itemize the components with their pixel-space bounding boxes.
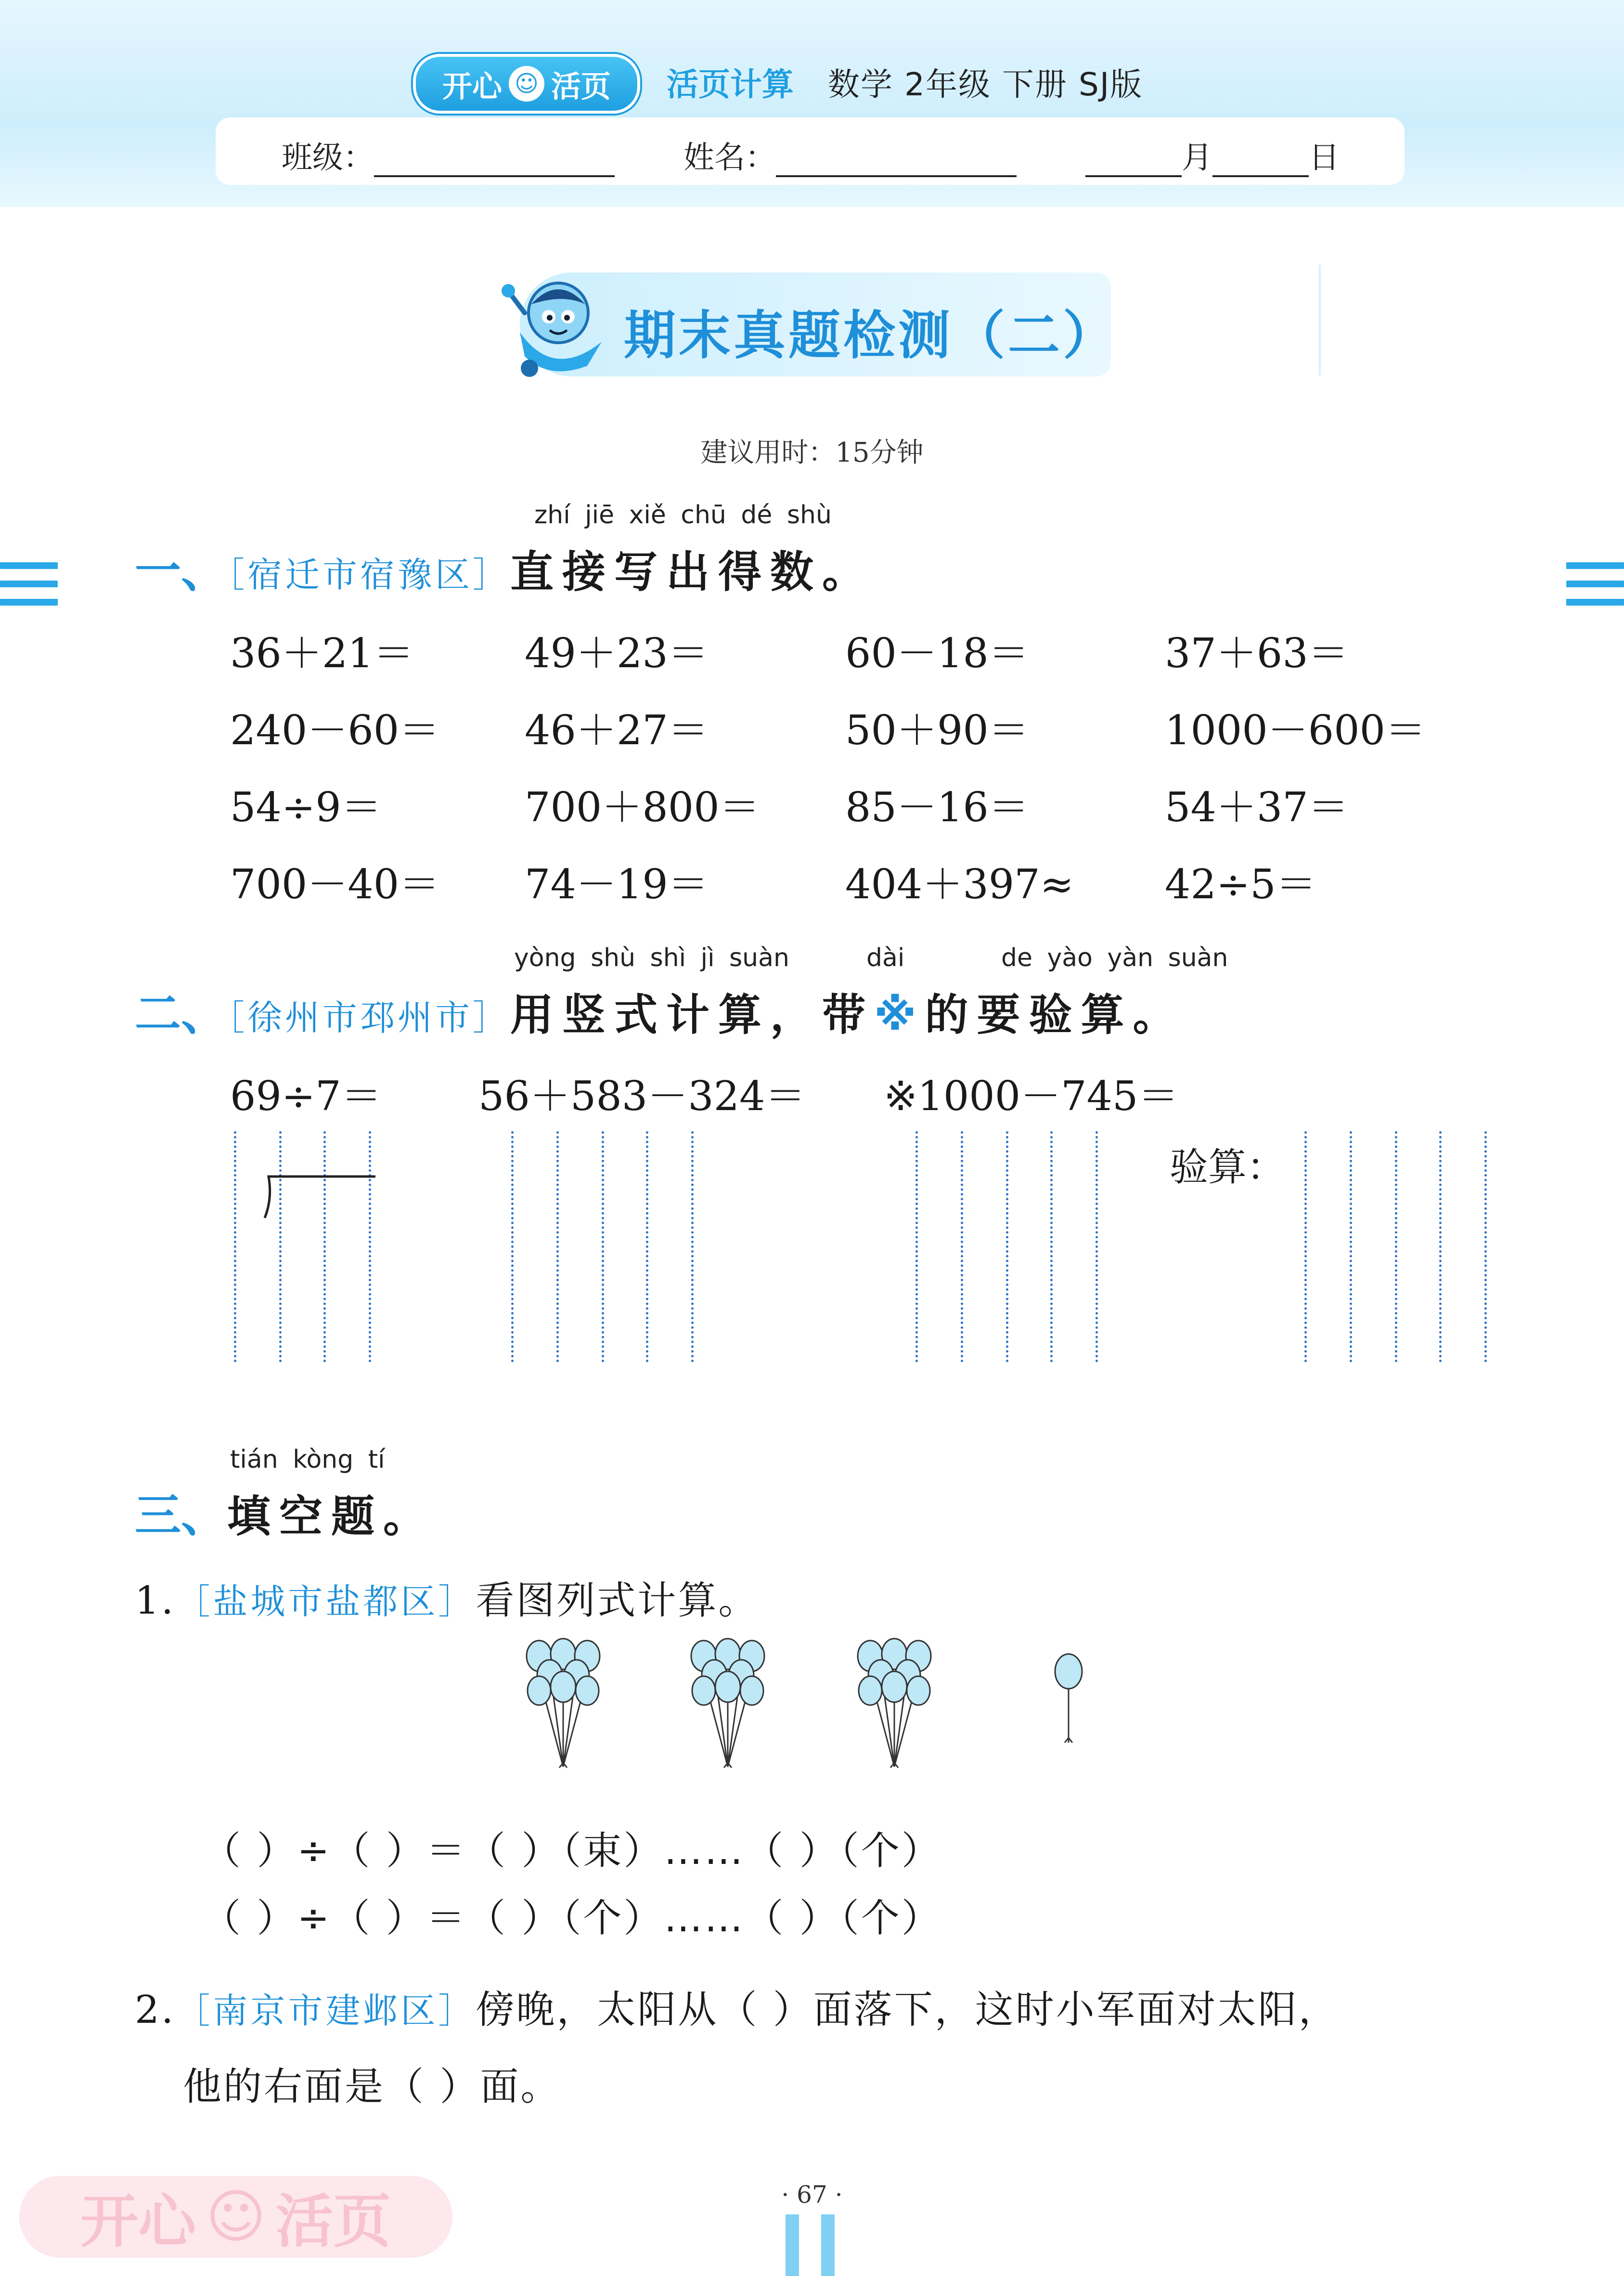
right-deco-bar-1 [1566, 562, 1624, 569]
q2-text-a[interactable]: 傍晚，太阳从（ ）面落下，这时小军面对太阳， [476, 1987, 1339, 2032]
class-field[interactable] [282, 133, 615, 177]
class-blank[interactable] [374, 144, 615, 177]
work-line [1304, 1131, 1307, 1362]
date-field[interactable] [1085, 133, 1340, 177]
vertical-item-1: 69÷7＝ [230, 1073, 382, 1120]
section3-number: 三、 [135, 1488, 227, 1542]
vertical-item-2: 56＋583－324＝ [478, 1073, 806, 1120]
question-1 [135, 1569, 759, 1625]
vertical-item-3: ※1000－745＝ [884, 1073, 1179, 1120]
page-number: · 67 · [781, 2181, 843, 2209]
work-line [961, 1131, 963, 1362]
left-deco-bar-3 [0, 599, 58, 606]
work-line [279, 1131, 282, 1362]
q2-number: 2. [135, 1987, 176, 2032]
q1-text: 看图列式计算。 [476, 1578, 759, 1623]
oral-item-3: 60－18＝ [845, 630, 1029, 677]
oral-item-2: 49＋23＝ [525, 630, 709, 677]
work-line [234, 1131, 236, 1362]
work-line [1439, 1131, 1442, 1362]
long-division-bracket [260, 1170, 380, 1223]
section2-region: ［徐州市邳州市］ [227, 997, 511, 1038]
oral-item-11: 85－16＝ [845, 784, 1029, 831]
oral-item-1: 36＋21＝ [230, 630, 414, 677]
oral-item-5: 240－60＝ [230, 707, 440, 754]
oral-item-12: 54＋37＝ [1165, 784, 1349, 831]
logo-right-text: 活页 [551, 68, 611, 104]
section2-number: 二、 [135, 987, 227, 1041]
page-title: 期末真题检测（二） [624, 306, 1118, 366]
series-name: 活页计算 [667, 66, 794, 103]
oral-item-8: 1000－600＝ [1165, 707, 1426, 754]
section1-number: 一、 [135, 544, 227, 598]
balloon-bunch-icon [680, 1637, 776, 1776]
work-line [915, 1131, 918, 1362]
check-mark-symbol: ※ [874, 990, 925, 1040]
oral-item-7: 50＋90＝ [845, 707, 1029, 754]
q1-region: ［盐城市盐都区］ [175, 1581, 476, 1622]
logo-mark-icon: ☺ [509, 66, 544, 102]
q1-number: 1. [135, 1578, 176, 1623]
work-line [646, 1131, 648, 1362]
section2-instruction-a: 用竖式计算，带 [510, 990, 875, 1040]
oral-item-16: 42÷5＝ [1165, 861, 1316, 908]
footer-logo-right: 活页 [275, 2188, 391, 2255]
name-label: 姓名： [683, 140, 776, 176]
section2-heading [135, 977, 1185, 1043]
work-line [1006, 1131, 1008, 1362]
work-line [556, 1131, 559, 1362]
name-field[interactable] [683, 133, 1017, 177]
logo-left-text: 开心 [442, 68, 502, 104]
right-deco-bar-3 [1566, 599, 1624, 606]
q2-text-b[interactable]: 他的右面是（ ）面。 [183, 2064, 561, 2109]
class-label: 班级： [282, 140, 374, 176]
left-deco-bar-1 [0, 562, 58, 569]
q1-answer-line-2[interactable]: （ ）÷（ ）＝（ ）（个）……（ ）（个） [202, 1896, 942, 1940]
day-blank[interactable] [1212, 144, 1309, 177]
work-line [691, 1131, 694, 1362]
balloon-bunch-icon [515, 1637, 611, 1776]
footer-deco-bar-2 [821, 2214, 835, 2276]
work-line [369, 1131, 371, 1362]
work-line [602, 1131, 604, 1362]
work-line [511, 1131, 514, 1362]
q2-region: ［南京市建邺区］ [175, 1991, 476, 2031]
section1-instruction: 直接写出得数。 [510, 547, 875, 597]
month-label: 月 [1182, 140, 1212, 176]
oral-item-13: 700－40＝ [230, 861, 440, 908]
work-line [1395, 1131, 1397, 1362]
section3-heading [135, 1479, 435, 1545]
footer-logo-mark-icon: ☺ [206, 2183, 266, 2250]
oral-item-4: 37＋63＝ [1165, 630, 1349, 677]
left-deco-bar-2 [0, 581, 58, 587]
name-blank[interactable] [776, 144, 1017, 177]
single-balloon-icon [1049, 1651, 1088, 1752]
oral-item-6: 46＋27＝ [525, 707, 709, 754]
right-deco-bar-2 [1566, 581, 1624, 587]
section1-region: ［宿迁市宿豫区］ [227, 555, 511, 595]
question-2 [135, 1979, 1339, 2034]
book-info: 数学 2年级 下册 SJ版 [828, 66, 1143, 103]
section2-pinyin-b: dài [866, 944, 905, 972]
suggested-time: 建议用时：15分钟 [700, 437, 924, 468]
oral-item-15: 404＋397≈ [845, 861, 1074, 908]
section3-instruction: 填空题。 [227, 1491, 435, 1542]
month-blank[interactable] [1085, 144, 1182, 177]
oral-item-14: 74－19＝ [525, 861, 709, 908]
footer-logo-left: 开心 [80, 2188, 196, 2255]
mascot-icon [491, 260, 616, 385]
section2-pinyin-a: yòng shù shì jì suàn [514, 944, 789, 972]
day-label: 日 [1309, 140, 1340, 176]
balloon-bunch-icon [846, 1637, 942, 1776]
title-divider [1319, 265, 1321, 375]
work-line [1050, 1131, 1053, 1362]
section3-pinyin: tián kòng tí [230, 1445, 385, 1474]
brand-logo [413, 54, 640, 114]
oral-item-9: 54÷9＝ [230, 784, 382, 831]
work-line [323, 1131, 326, 1362]
section1-heading [135, 534, 874, 600]
section1-pinyin: zhí jiē xiě chū dé shù [534, 501, 832, 530]
section2-instruction-b: 的要验算。 [925, 990, 1185, 1040]
oral-item-10: 700＋800＝ [525, 784, 760, 831]
work-line [1096, 1131, 1098, 1362]
section2-pinyin-c: de yào yàn suàn [1001, 944, 1228, 972]
check-label: 验算： [1170, 1145, 1285, 1190]
q1-answer-line-1[interactable]: （ ）÷（ ）＝（ ）（束）……（ ）（个） [202, 1828, 942, 1873]
work-line [1484, 1131, 1487, 1362]
work-line [1350, 1131, 1352, 1362]
footer-deco-bar-1 [786, 2214, 799, 2276]
